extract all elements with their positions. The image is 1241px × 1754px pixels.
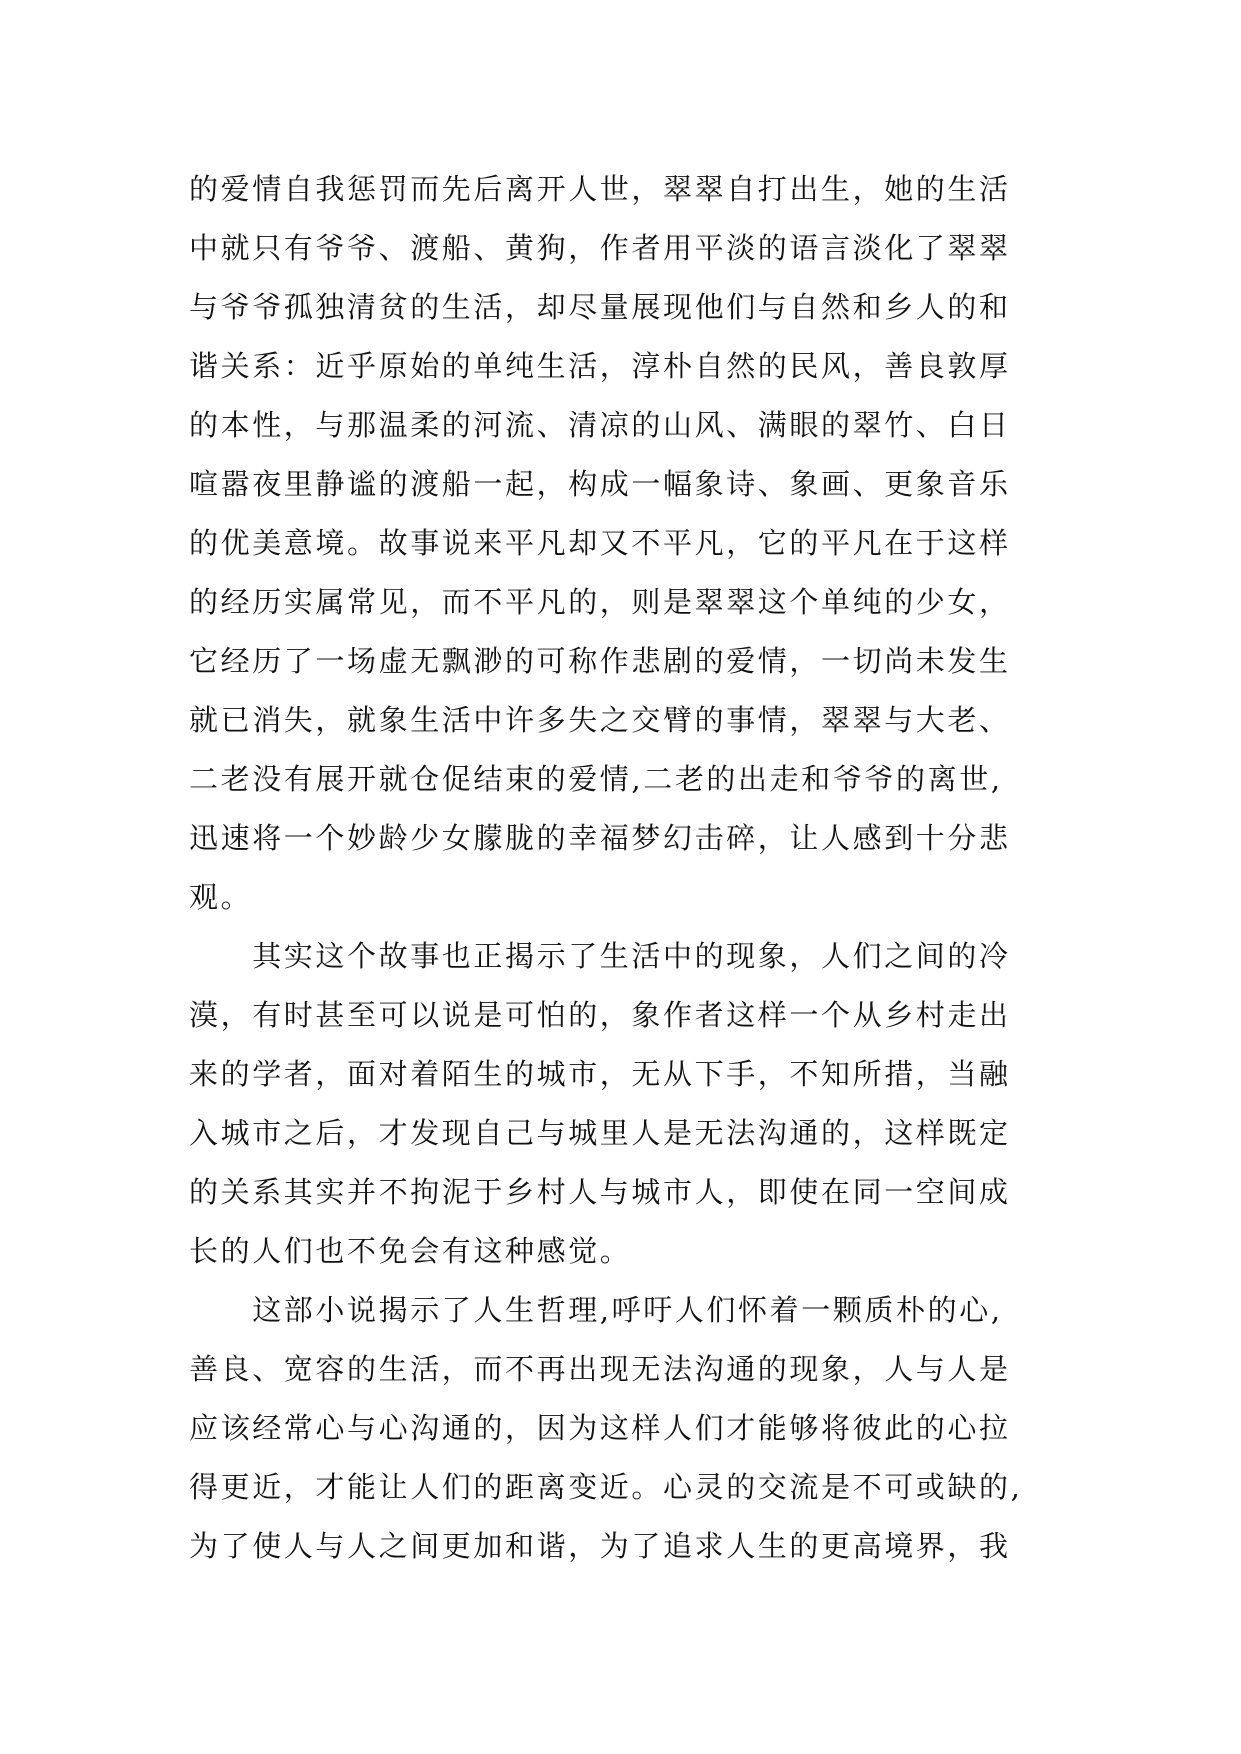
text-line: 善良、宽容的生活，而不再出现无法沟通的现象，人与人是 [189,1352,1011,1386]
text-line: 谐关系：近乎原始的单纯生活，淳朴自然的民风，善良敦厚 [189,349,1011,383]
text-line: 的爱情自我惩罚而先后离开人世，翠翠自打出生，她的生活 [189,172,1011,206]
text-line: 喧嚣夜里静谧的渡船一起，构成一幅象诗、象画、更象音乐 [189,467,1011,501]
text-line: 的优美意境。故事说来平凡却又不平凡，它的平凡在于这样 [189,526,1011,560]
text-line: 漠，有时甚至可以说是可怕的，象作者这样一个从乡村走出 [189,998,1011,1032]
text-line: 得更近，才能让人们的距离变近。心灵的交流是不可或缺的, [189,1470,1023,1504]
text-line: 应该经常心与心沟通的，因为这样人们才能够将彼此的心拉 [189,1411,1011,1445]
paragraph-1 [189,160,1069,927]
text-line: 的经历实属常见，而不平凡的，则是翠翠这个单纯的少女， [189,585,1011,619]
text-line: 它经历了一场虚无飘渺的可称作悲剧的爱情，一切尚未发生 [189,644,1011,678]
text-line: 观。 [189,880,253,914]
text-line: 其实这个故事也正揭示了生活中的现象，人们之间的冷 [189,939,1011,973]
text-line: 为了使人与人之间更加和谐，为了追求人生的更高境界，我 [189,1529,1011,1563]
text-line: 入城市之后，才发现自己与城里人是无法沟通的，这样既定 [189,1116,1011,1150]
text-line: 来的学者，面对着陌生的城市，无从下手，不知所措，当融 [189,1057,1011,1091]
paragraph-2 [189,927,1069,1281]
text-line: 二老没有展开就仓促结束的爱情,二老的出走和爷爷的离世, [189,762,1003,796]
text-line: 中就只有爷爷、渡船、黄狗，作者用平淡的语言淡化了翠翠 [189,231,1011,265]
paragraph-3 [189,1281,1069,1576]
text-line: 就已消失，就象生活中许多失之交臂的事情，翠翠与大老、 [189,703,1011,737]
text-line: 长的人们也不免会有这种感觉。 [189,1234,632,1268]
text-line: 的关系其实并不拘泥于乡村人与城市人，即使在同一空间成 [189,1175,1011,1209]
body-text [189,160,1069,1576]
text-line: 迅速将一个妙龄少女朦胧的幸福梦幻击碎，让人感到十分悲 [189,821,1011,855]
text-line: 与爷爷孤独清贫的生活，却尽量展现他们与自然和乡人的和 [189,290,1011,324]
text-line: 这部小说揭示了人生哲理,呼吁人们怀着一颗质朴的心, [189,1293,1003,1327]
text-line: 的本性，与那温柔的河流、清凉的山风、满眼的翠竹、白日 [189,408,1011,442]
